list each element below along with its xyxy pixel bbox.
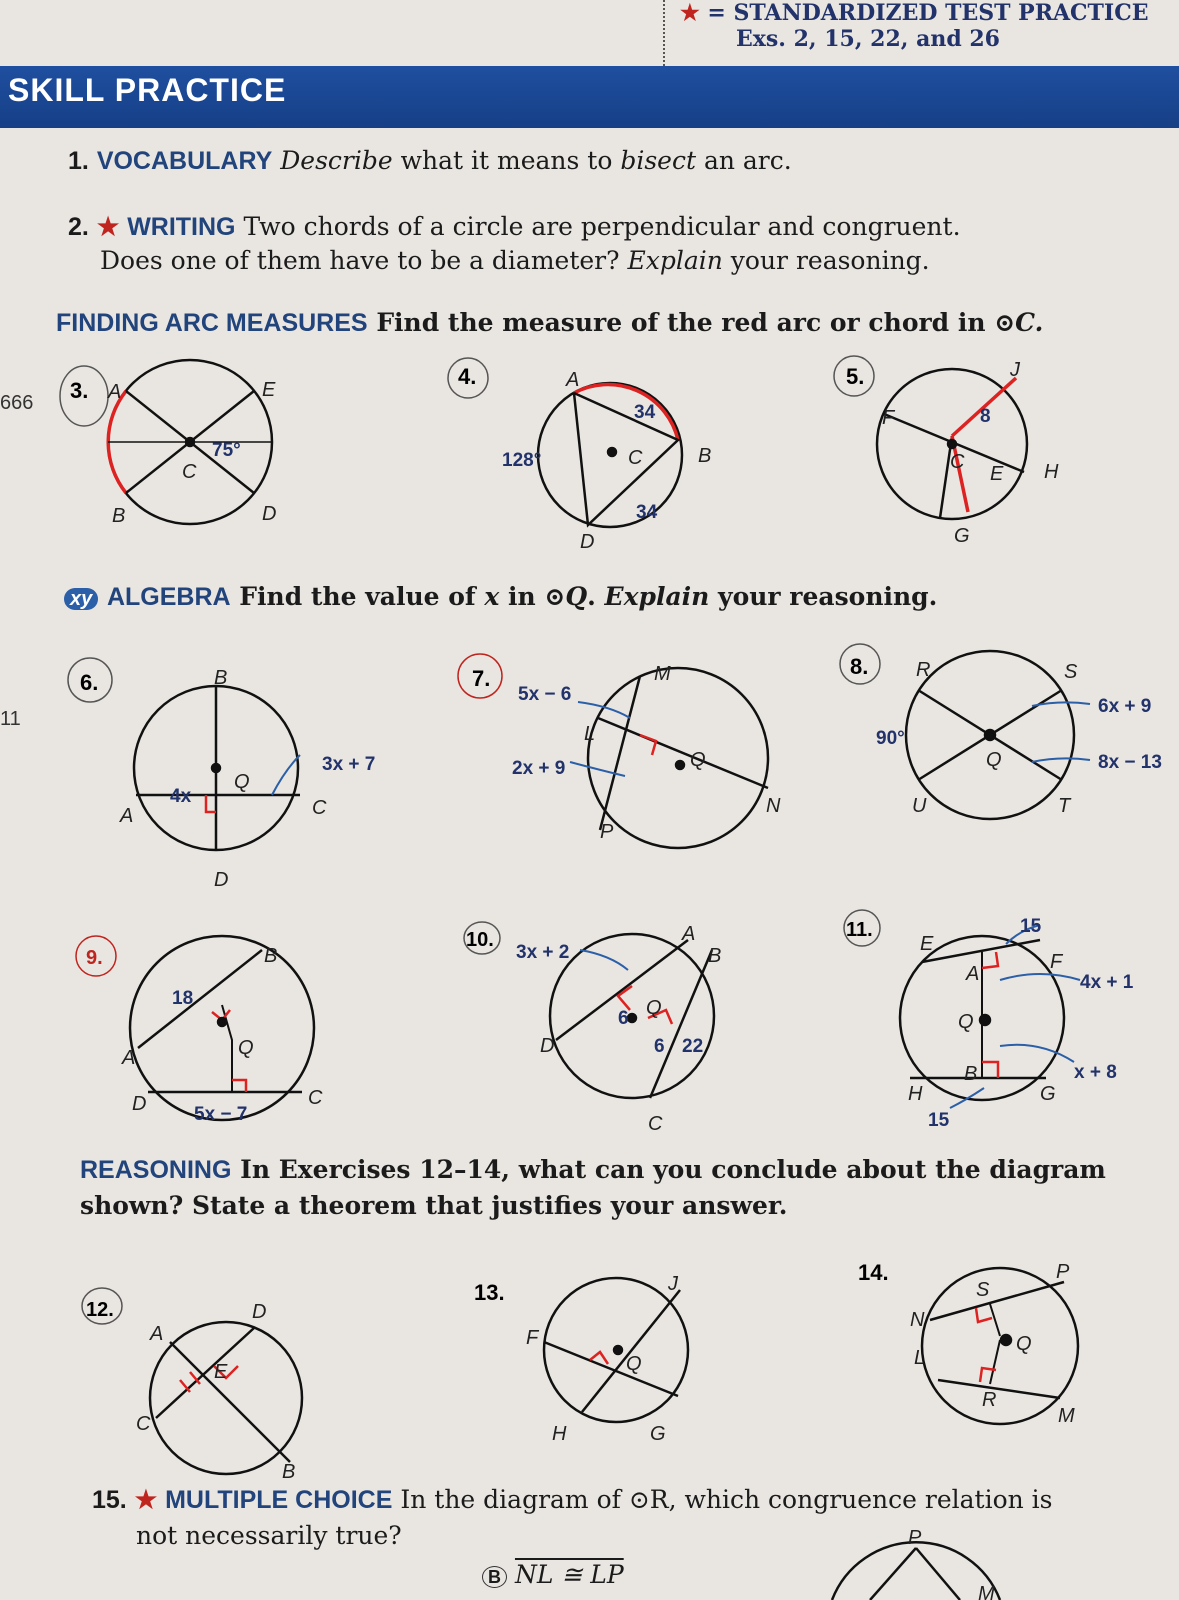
- keyword: WRITING: [127, 213, 236, 241]
- point-label: Q: [626, 1353, 642, 1375]
- right-angle-mark: [618, 986, 632, 1010]
- point-label: B: [214, 667, 228, 689]
- figure-number: 5.: [846, 364, 865, 389]
- segment-label: 2x + 9: [512, 758, 566, 779]
- segment-label: 5x − 7: [194, 1104, 248, 1125]
- text: Find the measure of the red arc or chord in ⊙: [376, 308, 1016, 337]
- figure-6: [134, 686, 300, 850]
- point-label: B: [708, 945, 722, 967]
- point-label: P: [600, 821, 614, 843]
- label-arrow: [580, 950, 628, 970]
- label-arrow: [1000, 974, 1080, 980]
- point-label: Q: [234, 771, 250, 793]
- figure-number: 7.: [472, 666, 491, 691]
- chord: [916, 1548, 960, 1600]
- figure-8: [906, 651, 1090, 819]
- center-point: [676, 761, 684, 769]
- figure-number: 10.: [466, 929, 494, 951]
- center-point: [980, 1015, 990, 1025]
- point-label: R: [916, 659, 931, 681]
- segment-label: 8x − 13: [1098, 752, 1162, 773]
- star-icon: ★: [680, 0, 700, 26]
- point-label: A: [966, 963, 980, 985]
- point-label: H: [908, 1083, 923, 1105]
- point-label: F: [1050, 951, 1063, 973]
- chord: [598, 718, 768, 788]
- segment-label: 4x + 1: [1080, 972, 1134, 993]
- point-label: N: [910, 1309, 925, 1331]
- text: not necessarily true?: [136, 1521, 402, 1550]
- segment-label: 3x + 2: [516, 942, 570, 963]
- figure-4: [538, 383, 682, 527]
- point-label: Q: [986, 749, 1002, 771]
- keyword: MULTIPLE CHOICE: [165, 1486, 393, 1514]
- chord: [544, 1342, 678, 1396]
- text: In Exercises 12–14, what can you conclude about the diagram: [240, 1155, 1106, 1184]
- text: an arc.: [696, 146, 792, 175]
- point-label: E: [920, 933, 934, 955]
- point-label: C: [312, 797, 327, 819]
- point-label: C: [182, 461, 197, 483]
- point-label: D: [262, 503, 277, 525]
- figure-9: [130, 936, 314, 1120]
- figure-10: [550, 934, 714, 1098]
- point-label: C: [308, 1087, 323, 1109]
- exercise-number: 1.: [68, 147, 89, 175]
- right-angle-mark: [206, 795, 216, 812]
- point-label: C: [648, 1113, 663, 1135]
- length-label: 8: [980, 406, 991, 427]
- point-label: A: [120, 805, 134, 827]
- figure-number: 6.: [80, 670, 99, 695]
- segment: [990, 1340, 1000, 1384]
- point-label: P: [1056, 1261, 1070, 1283]
- figure-number: 11.: [846, 919, 873, 941]
- standardized-exercises: Exs. 2, 15, 22, and 26: [736, 26, 1000, 52]
- center-point: [948, 440, 956, 448]
- text: shown? State a theorem that justifies your answer.: [80, 1191, 788, 1220]
- label-arrow: [1000, 1045, 1074, 1062]
- right-angle-mark: [640, 735, 656, 755]
- point-label: D: [214, 869, 229, 891]
- text: x: [484, 582, 500, 611]
- segment-label: 6x + 9: [1098, 696, 1152, 717]
- point-label: H: [1044, 461, 1059, 483]
- point-label: N: [766, 795, 781, 817]
- text: your reasoning.: [722, 246, 930, 275]
- chord-label: 34: [634, 402, 656, 423]
- point-label: R: [982, 1389, 997, 1411]
- center-point: [985, 730, 995, 740]
- chord: [870, 1548, 916, 1600]
- point-label: Q: [1016, 1333, 1032, 1355]
- point-label: G: [650, 1423, 666, 1445]
- point-label: F: [882, 407, 895, 429]
- point-label: A: [682, 923, 696, 945]
- segment-label: x + 8: [1074, 1062, 1117, 1083]
- point-label: B: [698, 445, 712, 467]
- center-point: [218, 1018, 226, 1026]
- point-label: P: [908, 1527, 922, 1549]
- figure-5: [877, 369, 1027, 519]
- point-label: B: [112, 505, 126, 527]
- point-label: E: [262, 379, 276, 401]
- center-point: [212, 764, 220, 772]
- point-label: C: [136, 1413, 151, 1435]
- center-point: [628, 1014, 636, 1022]
- figure-15: [832, 1542, 1000, 1600]
- figure-number: 13.: [474, 1280, 505, 1305]
- point-label: G: [1040, 1083, 1056, 1105]
- text: .: [587, 582, 605, 611]
- point-label: D: [132, 1093, 147, 1115]
- point-label: F: [526, 1327, 539, 1349]
- figure-number: 3.: [70, 378, 89, 403]
- keyword: ALGEBRA: [106, 583, 231, 611]
- point-label: H: [552, 1423, 567, 1445]
- exercise-number: 15.: [92, 1486, 127, 1514]
- point-label: A: [108, 381, 122, 403]
- point-label: Q: [238, 1037, 254, 1059]
- figure-number: 9.: [86, 947, 103, 969]
- text: Explain: [627, 246, 723, 275]
- center-point: [614, 1346, 622, 1354]
- text: Does one of them have to be a diameter?: [100, 246, 628, 275]
- distance-label: 6: [654, 1036, 665, 1057]
- point-label: M: [654, 663, 671, 685]
- point-label: D: [540, 1035, 555, 1057]
- angle-label: 75°: [212, 440, 241, 461]
- chord-label: 34: [636, 502, 658, 523]
- figure-number: 4.: [458, 364, 477, 389]
- label-arrow: [578, 702, 630, 718]
- segment-label: 3x + 7: [322, 754, 376, 775]
- point-label: A: [566, 369, 580, 391]
- center-point: [608, 448, 616, 456]
- point-label: U: [912, 795, 927, 817]
- figure-12: [150, 1322, 302, 1474]
- figure-14: [922, 1268, 1078, 1424]
- right-angle-mark: [232, 1080, 246, 1092]
- point-label: A: [150, 1323, 164, 1345]
- point-label: D: [580, 531, 595, 553]
- point-label: D: [252, 1301, 267, 1323]
- text: bisect: [620, 146, 696, 175]
- point-label: C: [628, 447, 643, 469]
- figure-number: 14.: [858, 1260, 889, 1285]
- xy-icon: xy: [64, 588, 98, 610]
- point-label: B: [282, 1461, 296, 1483]
- figure-number: 8.: [850, 654, 869, 679]
- right-angle-mark: [976, 1308, 992, 1322]
- figure-3: [108, 360, 272, 524]
- text: in ⊙: [499, 582, 566, 611]
- text: Two chords of a circle are perpendicular and congruent.: [243, 212, 961, 241]
- segment-label: 18: [172, 988, 194, 1009]
- label-arrow: [950, 1088, 984, 1108]
- point-label: E: [214, 1361, 228, 1383]
- point-label: T: [1058, 795, 1071, 817]
- point-label: B: [964, 1063, 978, 1085]
- point-label: L: [584, 723, 596, 745]
- point-label: C: [950, 451, 965, 473]
- point-label: L: [914, 1347, 926, 1369]
- segment-label: 5x − 6: [518, 684, 572, 705]
- margin-number-2: 11: [0, 708, 21, 730]
- point-label: E: [990, 463, 1004, 485]
- right-angle-mark: [982, 1062, 998, 1078]
- circle: [922, 1268, 1078, 1424]
- center-point: [1001, 1335, 1011, 1345]
- text: your reasoning.: [709, 582, 938, 611]
- text: Describe: [280, 146, 393, 175]
- point-label: B: [264, 945, 278, 967]
- choice-text: NL ≅ LP: [514, 1560, 624, 1589]
- label-arrow: [1032, 758, 1090, 762]
- chord: [930, 1282, 1064, 1320]
- chord: [582, 1290, 680, 1412]
- exercise-number: 2.: [68, 213, 89, 241]
- segment-label: 4x: [170, 786, 192, 807]
- chord: [600, 676, 640, 830]
- segment: [990, 1304, 1000, 1336]
- circle-arc: [832, 1542, 1000, 1600]
- text: what it means to: [392, 146, 621, 175]
- right-angle-mark: [980, 1368, 996, 1382]
- text: In the diagram of ⊙R, which congruence relation is: [400, 1485, 1053, 1514]
- figure-13: [544, 1278, 688, 1422]
- text: Q: [565, 582, 588, 611]
- chord: [938, 1380, 1060, 1398]
- keyword: VOCABULARY: [96, 147, 273, 175]
- length-label: 15: [928, 1110, 950, 1131]
- arc-label: 128°: [502, 450, 542, 471]
- keyword: REASONING: [80, 1156, 232, 1184]
- distance-label: 6: [618, 1008, 629, 1029]
- point-label: M: [978, 1583, 995, 1600]
- chord: [650, 950, 712, 1098]
- circle: [588, 668, 768, 848]
- point-label: G: [954, 525, 970, 547]
- star-icon: ★: [134, 1485, 158, 1514]
- point-label: J: [1010, 359, 1020, 381]
- star-icon: ★: [96, 212, 120, 241]
- length-label: 15: [1020, 916, 1042, 937]
- margin-number-1: 666: [0, 392, 34, 414]
- standardized-label: = STANDARDIZED TEST PRACTICE: [707, 0, 1149, 26]
- choice-letter: B: [482, 1566, 507, 1588]
- figure-number: 12.: [86, 1299, 114, 1321]
- point-label: Q: [958, 1011, 974, 1033]
- point-label: M: [1058, 1405, 1075, 1427]
- text: Find the value of: [239, 582, 485, 611]
- point-label: Q: [690, 749, 706, 771]
- point-label: J: [668, 1273, 678, 1295]
- right-angle-mark: [982, 952, 998, 968]
- text: Explain: [604, 582, 710, 611]
- keyword: FINDING ARC MEASURES: [56, 309, 368, 337]
- text: C.: [1015, 308, 1044, 337]
- point-label: S: [1064, 661, 1078, 683]
- chord: [170, 1342, 290, 1462]
- point-label: S: [976, 1279, 990, 1301]
- segment-label: 22: [682, 1036, 704, 1057]
- section-title: SKILL PRACTICE: [8, 72, 287, 108]
- point-label: Q: [646, 997, 662, 1019]
- angle-label: 90°: [876, 728, 905, 749]
- center-point: [186, 438, 194, 446]
- point-label: A: [122, 1047, 136, 1069]
